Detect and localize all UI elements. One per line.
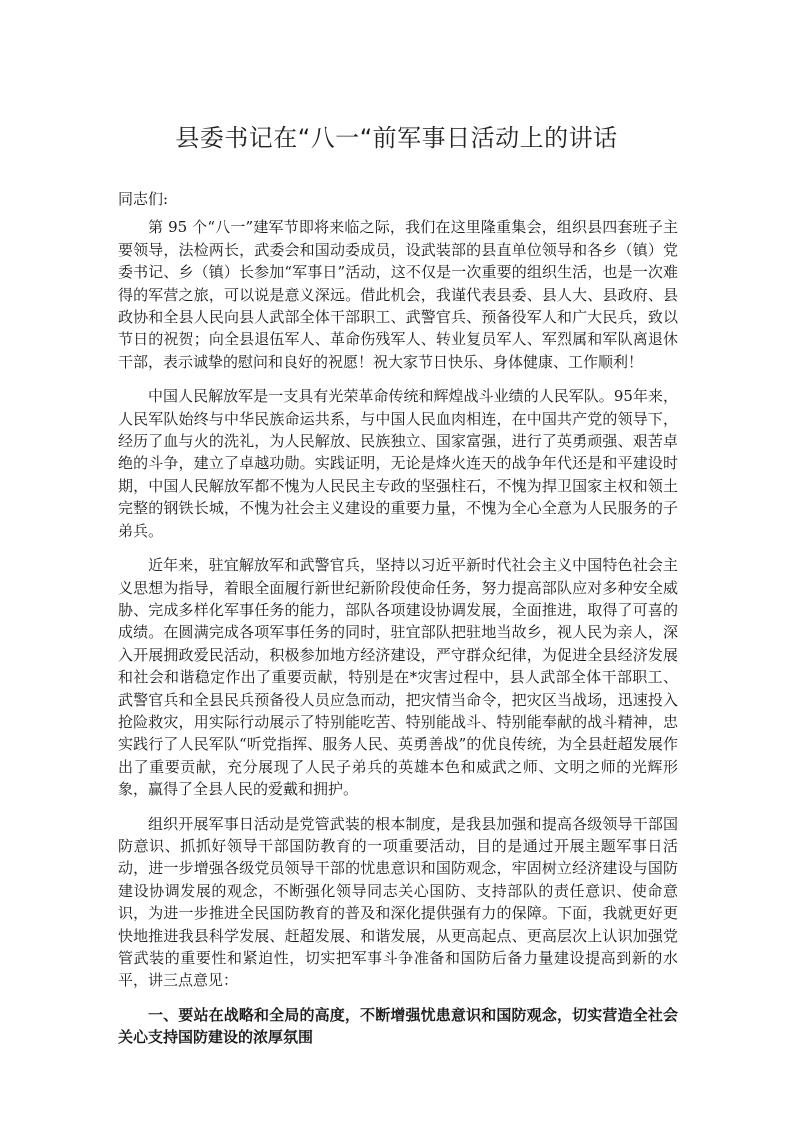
paragraph-4: 组织开展军事日活动是党管武装的根本制度，是我县加强和提高各级领导干部国防意识、抓抓好领导干部国防教育的一项重要活动，目的是通过开展主题军事日活动，进一步增强各级党员领导干部的忧患意识和国防观念，牢固树立经济建设与国防建设协调发展的观念，不断强化领导同志关心国防、支持部队的责任意识、使命意识，为进一步推进全民国防教育的普及和深化提供强有力的保障。下面，我就更好更快地推进我县科学发展、赶超发展、和谐发展，从更高起点、更高层次上认识加强党管武装的重要性和紧迫性，切实把军事斗争准备和国防后备力量建设提高到新的水平，讲三点意见：: [118, 814, 678, 990]
paragraph-3: 近年来，驻宜解放军和武警官兵，坚持以习近平新时代社会主义中国特色社会主义思想为指导，着眼全面履行新世纪新阶段使命任务，努力提高部队应对多种安全威胁、完成多样化军事任务的能力，部队各项建设协调发展，全面推进，取得了可喜的成绩。在圆满完成各项军事任务的同时，驻宜部队把驻地当故乡，视人民为亲人，深入开展拥政爱民活动，积极参加地方经济建设，严守群众纪律，为促进全县经济发展和社会和谐稳定作出了重要贡献，特别是在*灾害过程中，县人武部全体干部职工、武警官兵和全县民兵预备役人员应急而动，把灾情当命令，把灾区当战场，迅速投入抢险救灾，用实际行动展示了特别能吃苦、特别能战斗、特别能奉献的战斗精神，忠实践行了人民军队“听党指挥、服务人民、英勇善战”的优良传统，为全县赶超发展作出了重要贡献，充分展现了人民子弟兵的英雄本色和威武之师、文明之师的光辉形象，赢得了全县人民的爱戴和拥护。: [118, 556, 678, 799]
paragraph-2: 中国人民解放军是一支具有光荣革命传统和辉煌战斗业绩的人民军队。95年来，人民军队始终与中华民族命运共系，与中国人民血肉相连，在中国共产党的领导下，经历了血与火的洗礼，为人民解放、民族独立、国家富强，进行了英勇顽强、艰苦卓绝的斗争，建立了卓越功勋。实践证明，无论是烽火连天的战争年代还是和平建设时期，中国人民解放军都不愧为人民民主专政的坚强柱石，不愧为捍卫国家主权和领土完整的钢铁长城，不愧为社会主义建设的重要力量，不愧为全心全意为人民服务的子弟兵。: [118, 387, 678, 540]
paragraph-1: 第 95 个“八一”建军节即将来临之际，我们在这里隆重集会，组织县四套班子主要领导，法检两长，武委会和国动委成员，设武装部的县直单位领导和各乡（镇）党委书记、乡（镇）长参加“军事日”活动，这不仅是一次重要的组织生活，也是一次难得的军营之旅，可以说是意义深远。借此机会，我谨代表县委、县人大、县政府、县政协和全县人民向县人武部全体干部职工、武警官兵、预备役军人和广大民兵，致以节日的祝贺；向全县退伍军人、革命伤残军人、转业复员军人、军烈属和军队离退休干部，表示诚挚的慰问和良好的祝愿！祝大家节日快乐、身体健康、工作顺利！: [118, 218, 678, 371]
document-title: 县委书记在“八一“前军事日活动上的讲话: [175, 124, 618, 152]
salutation: 同志们:: [118, 190, 169, 208]
section-heading-1: 一、要站在战略和全局的高度，不断增强忧患意识和国防观念，切实营造全社会关心支持国防建设的浓厚氛围: [118, 1005, 678, 1047]
document-body: [118, 188, 678, 1049]
